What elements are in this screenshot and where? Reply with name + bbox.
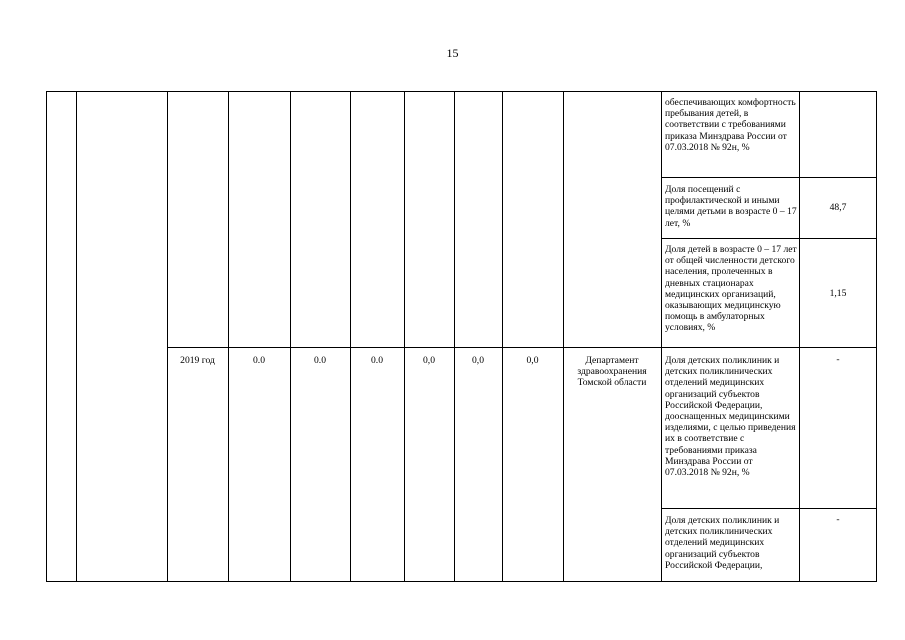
column-divider	[350, 91, 351, 582]
page-number: 15	[446, 46, 459, 60]
indicator-value: -	[836, 514, 840, 525]
amount-cell: 0,0	[472, 355, 484, 366]
column-divider	[563, 91, 564, 582]
row-divider	[661, 238, 877, 239]
executor-cell: Департамент здравоохранения Томской области	[577, 355, 647, 389]
amount-cell: 0.0	[253, 355, 265, 366]
amount-cell: 0.0	[371, 355, 383, 366]
indicator-text: Доля детей в возрасте 0 – 17 лет от общей численности детского населения, пролеченных в дневных стационарах медицинских организаций, оказывающих медицинскую помощь в амбулаторных условиях, %	[665, 244, 797, 334]
indicator-value: -	[836, 354, 840, 365]
year-cell: 2019 год	[180, 355, 215, 366]
indicator-text: Доля детских поликлиник и детских поликлинических отделений медицинских организаций субъектов Российской Федерации, дооснащенных медицинскими изделиями, с целью приведения их в соответствие с требованиями приказа Минздрава России от 07.03.2018 № 92н, %	[665, 355, 796, 479]
column-divider	[502, 91, 503, 582]
amount-cell: 0.0	[314, 355, 326, 366]
row-divider	[167, 347, 877, 348]
row-divider	[661, 177, 877, 178]
row-divider	[661, 508, 877, 509]
indicator-text: обеспечивающих комфортность пребывания детей, в соответствии с требованиями приказа Минздрава России от 07.03.2018 № 92н, %	[665, 97, 796, 153]
column-divider	[404, 91, 405, 582]
indicator-text: Доля посещений с профилактической и иными целями детьми в возрасте 0 – 17 лет, %	[665, 184, 797, 229]
table-border-bottom	[46, 581, 877, 582]
table-border-top	[46, 91, 877, 92]
column-divider	[228, 91, 229, 582]
indicator-value: 48,7	[829, 202, 847, 213]
column-divider	[167, 91, 168, 582]
amount-cell: 0,0	[423, 355, 435, 366]
column-divider	[454, 91, 455, 582]
indicator-text: Доля детских поликлиник и детских поликлинических отделений медицинских организаций субъектов Российской Федерации,	[665, 515, 780, 571]
column-divider	[290, 91, 291, 582]
column-divider	[76, 91, 77, 582]
indicator-value: 1,15	[829, 288, 847, 299]
table-border-left	[46, 91, 47, 582]
amount-cell: 0,0	[526, 355, 539, 366]
